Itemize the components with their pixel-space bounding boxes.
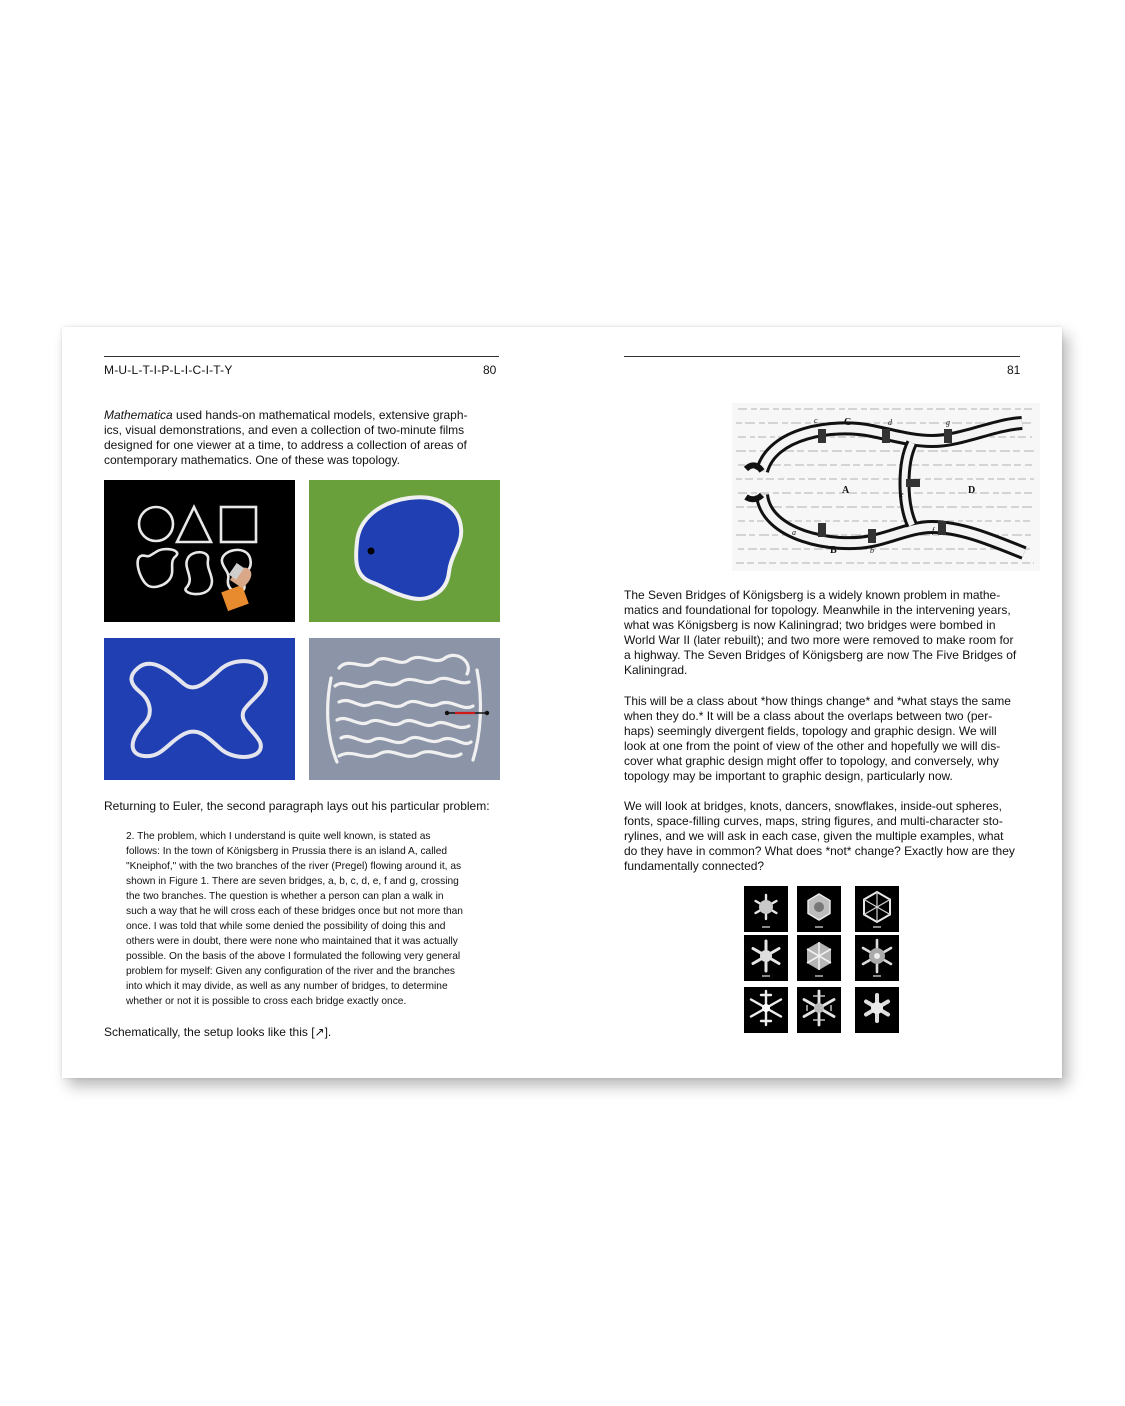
figure-blob	[309, 480, 500, 622]
paragraph-bridges	[624, 588, 1034, 678]
quote-line: whether or not it is possible to cross each bridge exactly once.	[126, 996, 407, 1007]
map-label-A: A	[842, 485, 850, 496]
quote-line: into which it may divide, as well as any number of bridges, to determine	[126, 981, 448, 992]
para-line: haps) seemingly divergent fields, topology and graphic design. We will	[624, 724, 997, 738]
map-label-f: f	[932, 526, 935, 535]
figure-maze-loop	[309, 638, 500, 780]
map-label-D: D	[968, 485, 976, 496]
quote-line: others were in doubt, there were none who maintained that it was actually	[126, 936, 458, 947]
header-rule	[104, 356, 499, 357]
figure-shapes	[104, 480, 295, 622]
para-line: World War II (later rebuilt); and two more were removed to make room for	[624, 633, 1014, 647]
snowflake-photo	[744, 886, 788, 932]
paragraph-class	[624, 694, 1034, 784]
intro-line-2: ics, visual demonstrations, and even a collection of two-minute films	[104, 423, 465, 437]
para-line: when they do.* It will be a class about the overlaps between two (per-	[624, 709, 993, 723]
map-label-C: C	[844, 417, 852, 428]
intro-line-1: used hands-on mathematical models, extensive graph-	[172, 408, 468, 422]
para-line: cover what graphic design might offer to topology, and conversely, why	[624, 754, 999, 768]
schematic-line: Schematically, the setup looks like this [↗].	[104, 1025, 332, 1039]
snowflake-photo	[855, 886, 899, 932]
para-line: fundamentally connected?	[624, 859, 765, 873]
header-rule	[624, 356, 1020, 357]
quote-line: the two branches. The question is whether a person can plan a walk in	[126, 891, 444, 902]
para-line: Kaliningrad.	[624, 663, 688, 677]
page-number: 81	[1007, 363, 1021, 377]
quote-line: problem for myself: Given any configuration of the river and the branches	[126, 966, 455, 977]
quote-line: follows: In the town of Königsberg in Prussia there is an island A, called	[126, 846, 448, 857]
figure-fish-loop	[104, 638, 295, 780]
snowflake-photo	[797, 987, 841, 1033]
book-spread	[62, 327, 1062, 1078]
intro-italic: Mathematica	[104, 408, 173, 422]
konigsberg-map	[732, 403, 1040, 571]
intro-line-3: designed for one viewer at a time, to address a collection of areas of	[104, 438, 467, 452]
quote-line: shown in Figure 1. There are seven bridges, a, b, c, d, e, f and g, crossing	[126, 876, 459, 887]
quote-line: "Kneiphof," with the two branches of the river (Pregel) flowing around it, as	[126, 861, 462, 872]
map-label-B: B	[830, 545, 837, 556]
quote-line: 2. The problem, which I understand is quite well known, is stated as	[126, 831, 431, 842]
para-line: a highway. The Seven Bridges of Königsberg are now The Five Bridges of	[624, 648, 1017, 662]
snowflake-photo	[744, 935, 788, 981]
snowflake-photo	[855, 987, 899, 1033]
snowflake-photo	[797, 935, 841, 981]
para-line: This will be a class about *how things change* and *what stays the same	[624, 694, 1011, 708]
map-label-d: d	[888, 418, 892, 427]
running-head: M-U-L-T-I-P-L-I-C-I-T-Y	[104, 363, 233, 377]
map-label-a: a	[792, 528, 796, 537]
paragraph-topics	[624, 799, 1034, 874]
euler-quote	[126, 829, 506, 1009]
para-line: do they have in common? What does *not* change? Exactly how are they	[624, 844, 1015, 858]
quote-line: possible. On the basis of the above I formulated the following very general	[126, 951, 461, 962]
para-line: The Seven Bridges of Königsberg is a widely known problem in mathe-	[624, 588, 1001, 602]
para-line: topology may be important to graphic design, particularly now.	[624, 769, 953, 783]
quote-line: such a way that he will cross each of these bridges once but not more than	[126, 906, 463, 917]
map-label-e: e	[900, 490, 904, 499]
para-line: fonts, space-filling curves, maps, string figures, and multi-character sto-	[624, 814, 1003, 828]
quote-line: once. I was told that while some denied the possibility of doing this and	[126, 921, 446, 932]
intro-paragraph	[104, 408, 504, 468]
para-line: We will look at bridges, knots, dancers, snowflakes, inside-out spheres,	[624, 799, 1002, 813]
right-page	[562, 327, 1062, 1078]
para-line: matics and foundational for topology. Meanwhile in the intervening years,	[624, 603, 1011, 617]
snowflake-photo	[855, 935, 899, 981]
left-page	[62, 327, 562, 1078]
euler-intro: Returning to Euler, the second paragraph lays out his particular problem:	[104, 799, 490, 813]
snowflake-photo	[744, 987, 788, 1033]
map-label-g: g	[946, 418, 950, 427]
para-line: rylines, and we will ask in each case, given the multiple examples, what	[624, 829, 1004, 843]
snowflake-photo	[797, 886, 841, 932]
map-label-c: c	[814, 416, 818, 425]
para-line: look at one from the point of view of the other and hopefully we will dis-	[624, 739, 1001, 753]
para-line: what was Königsberg is now Kaliningrad; two bridges were bombed in	[624, 618, 996, 632]
map-label-b: b	[870, 546, 874, 555]
intro-line-4: contemporary mathematics. One of these was topology.	[104, 453, 400, 467]
page-number: 80	[483, 363, 497, 377]
